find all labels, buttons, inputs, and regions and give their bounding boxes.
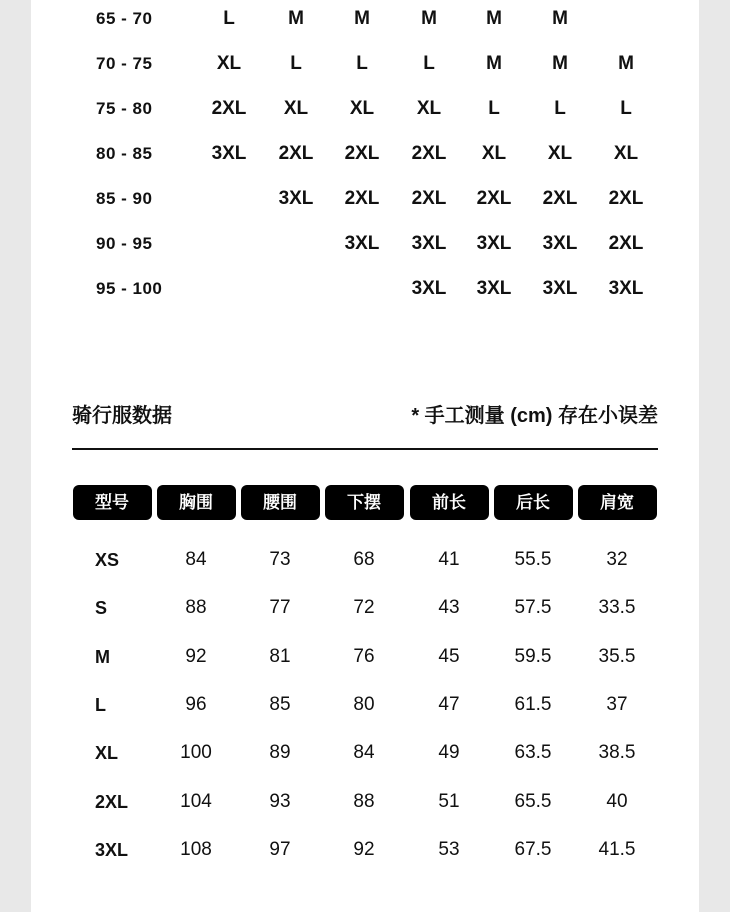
measurement-value: 72	[353, 597, 375, 618]
size-cell: XL	[613, 143, 639, 164]
measurement-value: 41	[438, 549, 460, 570]
size-label: M	[95, 647, 110, 667]
size-cell: 2XL	[608, 188, 644, 209]
size-cell: L	[223, 8, 235, 29]
table-row	[31, 690, 699, 720]
size-label: S	[95, 598, 108, 618]
measurement-value: 63.5	[514, 742, 552, 763]
size-cell: L	[356, 53, 368, 74]
measurement-value: 33.5	[598, 597, 636, 618]
size-cell: L	[488, 98, 500, 119]
measurement-value: 108	[180, 839, 212, 860]
measurement-value: 47	[438, 694, 460, 715]
measurement-value: 40	[606, 791, 628, 812]
size-cell: 3XL	[278, 188, 314, 209]
size-cell: 3XL	[344, 233, 380, 254]
measurement-value: 61.5	[514, 694, 552, 715]
table-row	[31, 835, 699, 865]
size-cell: 3XL	[476, 233, 512, 254]
size-cell: L	[554, 98, 566, 119]
measurement-value: 84	[185, 549, 207, 570]
size-cell: 3XL	[476, 278, 512, 299]
size-cell: 2XL	[411, 188, 447, 209]
column-header: 下摆	[325, 485, 404, 520]
column-header: 肩宽	[578, 485, 657, 520]
size-cell: M	[486, 53, 502, 74]
measurement-value: 55.5	[514, 549, 552, 570]
measurement-value: 68	[353, 549, 375, 570]
size-cell: L	[423, 53, 435, 74]
size-row	[31, 4, 699, 34]
size-label: XS	[95, 550, 120, 570]
measurement-value: 92	[185, 646, 207, 667]
size-cell: L	[620, 98, 632, 119]
size-cell: M	[421, 8, 437, 29]
measurement-value: 100	[180, 742, 212, 763]
size-cell: 2XL	[211, 98, 247, 119]
column-header: 型号	[73, 485, 152, 520]
size-cell: XL	[216, 53, 242, 74]
measurement-value: 92	[353, 839, 375, 860]
size-label: L	[95, 695, 106, 715]
measurement-value: 37	[606, 694, 628, 715]
size-cell: M	[552, 53, 568, 74]
weight-range-label: 90 - 95	[96, 234, 153, 253]
size-cell: 2XL	[278, 143, 314, 164]
measurement-value: 80	[353, 694, 375, 715]
measurement-value: 53	[438, 839, 460, 860]
column-header: 胸围	[157, 485, 236, 520]
weight-range-label: 65 - 70	[96, 9, 153, 28]
measurement-value: 49	[438, 742, 460, 763]
size-cell: M	[288, 8, 304, 29]
measurement-value: 89	[269, 742, 291, 763]
size-cell: 2XL	[476, 188, 512, 209]
size-row	[31, 184, 699, 214]
section-title: 骑行服数据	[72, 405, 172, 427]
measurement-value: 51	[438, 791, 460, 812]
size-row	[31, 94, 699, 124]
weight-range-label: 95 - 100	[96, 279, 163, 298]
measurement-value: 93	[269, 791, 291, 812]
table-row	[31, 787, 699, 817]
measurement-value: 97	[269, 839, 291, 860]
measurement-value: 35.5	[598, 646, 636, 667]
measurement-value: 84	[353, 742, 375, 763]
table-row	[31, 593, 699, 623]
page	[31, 0, 699, 912]
section-divider	[72, 448, 658, 450]
size-cell: XL	[283, 98, 309, 119]
size-row	[31, 229, 699, 259]
size-cell: 3XL	[211, 143, 247, 164]
table-row	[31, 738, 699, 768]
measurement-value: 32	[606, 549, 628, 570]
size-cell: M	[552, 8, 568, 29]
size-label: XL	[95, 743, 119, 763]
size-cell: 2XL	[542, 188, 578, 209]
measurement-value: 96	[185, 694, 207, 715]
column-header: 腰围	[241, 485, 320, 520]
measurement-value: 59.5	[514, 646, 552, 667]
measurement-value: 45	[438, 646, 460, 667]
size-label: 2XL	[95, 792, 129, 812]
measurement-value: 43	[438, 597, 460, 618]
weight-range-label: 85 - 90	[96, 189, 153, 208]
size-cell: 3XL	[411, 233, 447, 254]
column-header: 前长	[410, 485, 489, 520]
weight-range-label: 70 - 75	[96, 54, 153, 73]
table-row	[31, 545, 699, 575]
size-label: 3XL	[95, 840, 129, 860]
measurement-value: 104	[180, 791, 212, 812]
measurement-value: 38.5	[598, 742, 636, 763]
size-cell: L	[290, 53, 302, 74]
measurement-value: 81	[269, 646, 291, 667]
size-cell: 2XL	[411, 143, 447, 164]
measurement-value: 57.5	[514, 597, 552, 618]
size-cell: XL	[547, 143, 573, 164]
measurement-value: 41.5	[598, 839, 636, 860]
size-cell: 2XL	[344, 143, 380, 164]
size-cell: 3XL	[542, 233, 578, 254]
size-cell: 3XL	[411, 278, 447, 299]
measurement-value: 65.5	[514, 791, 552, 812]
size-cell: M	[354, 8, 370, 29]
size-cell: XL	[481, 143, 507, 164]
measurement-value: 85	[269, 694, 291, 715]
size-row	[31, 274, 699, 304]
measurement-value: 76	[353, 646, 375, 667]
size-cell: M	[618, 53, 634, 74]
weight-range-label: 75 - 80	[96, 99, 153, 118]
size-cell: 3XL	[542, 278, 578, 299]
measurement-note: * 手工测量 (cm) 存在小误差	[411, 405, 658, 427]
measurement-value: 88	[353, 791, 375, 812]
size-row	[31, 49, 699, 79]
measurement-value: 73	[269, 549, 291, 570]
measurement-value: 77	[269, 597, 291, 618]
column-header: 后长	[494, 485, 573, 520]
weight-range-label: 80 - 85	[96, 144, 153, 163]
measurement-value: 88	[185, 597, 207, 618]
measurement-value: 67.5	[514, 839, 552, 860]
size-cell: 2XL	[608, 233, 644, 254]
size-cell: 2XL	[344, 188, 380, 209]
size-cell: XL	[416, 98, 442, 119]
size-cell: 3XL	[608, 278, 644, 299]
size-cell: XL	[349, 98, 375, 119]
size-row	[31, 139, 699, 169]
table-row	[31, 642, 699, 672]
size-cell: M	[486, 8, 502, 29]
